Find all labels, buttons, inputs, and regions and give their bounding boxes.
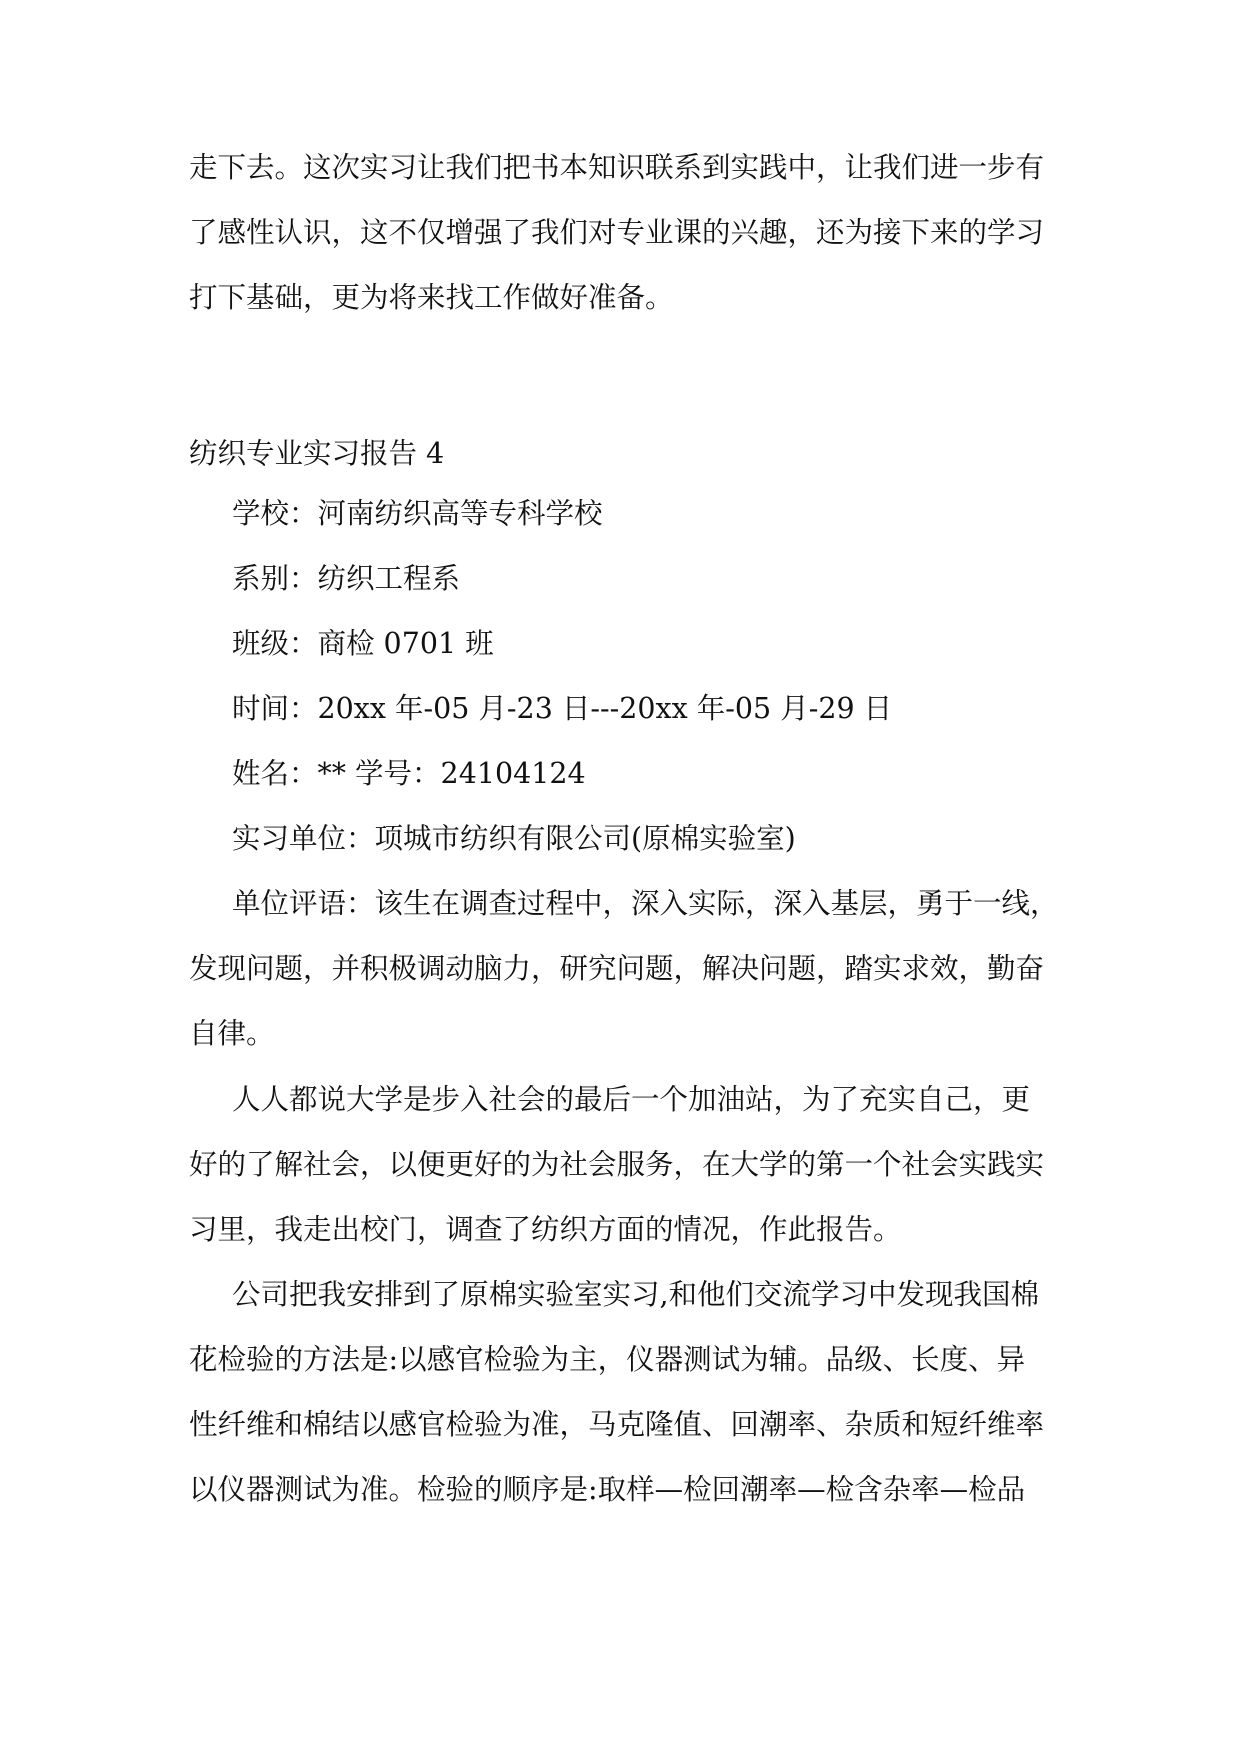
- text-line: 了感性认识，这不仅增强了我们对专业课的兴趣，还为接下来的学习: [189, 216, 1045, 249]
- text-line: 以仪器测试为准。检验的顺序是:取样—检回潮率—检含杂率—检品: [189, 1473, 1026, 1506]
- section-heading: 纺织专业实习报告 4: [189, 437, 445, 470]
- text-line: 单位评语：该生在调查过程中，深入实际，深入基层，勇于一线，: [232, 887, 1059, 920]
- field-name-student-id: 姓名：** 学号：24104124: [232, 757, 586, 790]
- text-line: 打下基础，更为将来找工作做好准备。: [189, 281, 674, 314]
- text-line: 自律。: [189, 1017, 275, 1050]
- field-time: 时间：20xx 年-05 月-23 日---20xx 年-05 月-29 日: [232, 692, 893, 725]
- text-line: 走下去。这次实习让我们把书本知识联系到实践中，让我们进一步有: [189, 151, 1045, 184]
- text-line: 公司把我安排到了原棉实验室实习,和他们交流学习中发现我国棉: [232, 1278, 1040, 1311]
- text-line: 性纤维和棉结以感官检验为准，马克隆值、回潮率、杂质和短纤维率: [189, 1408, 1045, 1441]
- evaluation-paragraph: [189, 871, 1069, 1066]
- text-line: 花检验的方法是:以感官检验为主，仪器测试为辅。品级、长度、异: [189, 1343, 1026, 1376]
- field-internship-unit: 实习单位：项城市纺织有限公司(原棉实验室): [232, 822, 796, 855]
- text-line: 人人都说大学是步入社会的最后一个加油站，为了充实自己，更: [232, 1083, 1031, 1116]
- body-paragraph-1: [189, 1067, 1069, 1262]
- field-school: 学校：河南纺织高等专科学校: [232, 497, 603, 530]
- report-info-fields: [189, 481, 1069, 871]
- field-class: 班级：商检 0701 班: [232, 627, 494, 660]
- text-line: 习里，我走出校门，调查了纺织方面的情况，作此报告。: [189, 1213, 902, 1246]
- text-line: 好的了解社会，以便更好的为社会服务，在大学的第一个社会实践实: [189, 1148, 1045, 1181]
- body-paragraph-2: [189, 1262, 1069, 1522]
- report-title: [189, 421, 1069, 486]
- intro-paragraph: [189, 135, 1069, 330]
- field-department: 系别：纺织工程系: [232, 562, 461, 595]
- text-line: 发现问题，并积极调动脑力，研究问题，解决问题，踏实求效，勤奋: [189, 952, 1045, 985]
